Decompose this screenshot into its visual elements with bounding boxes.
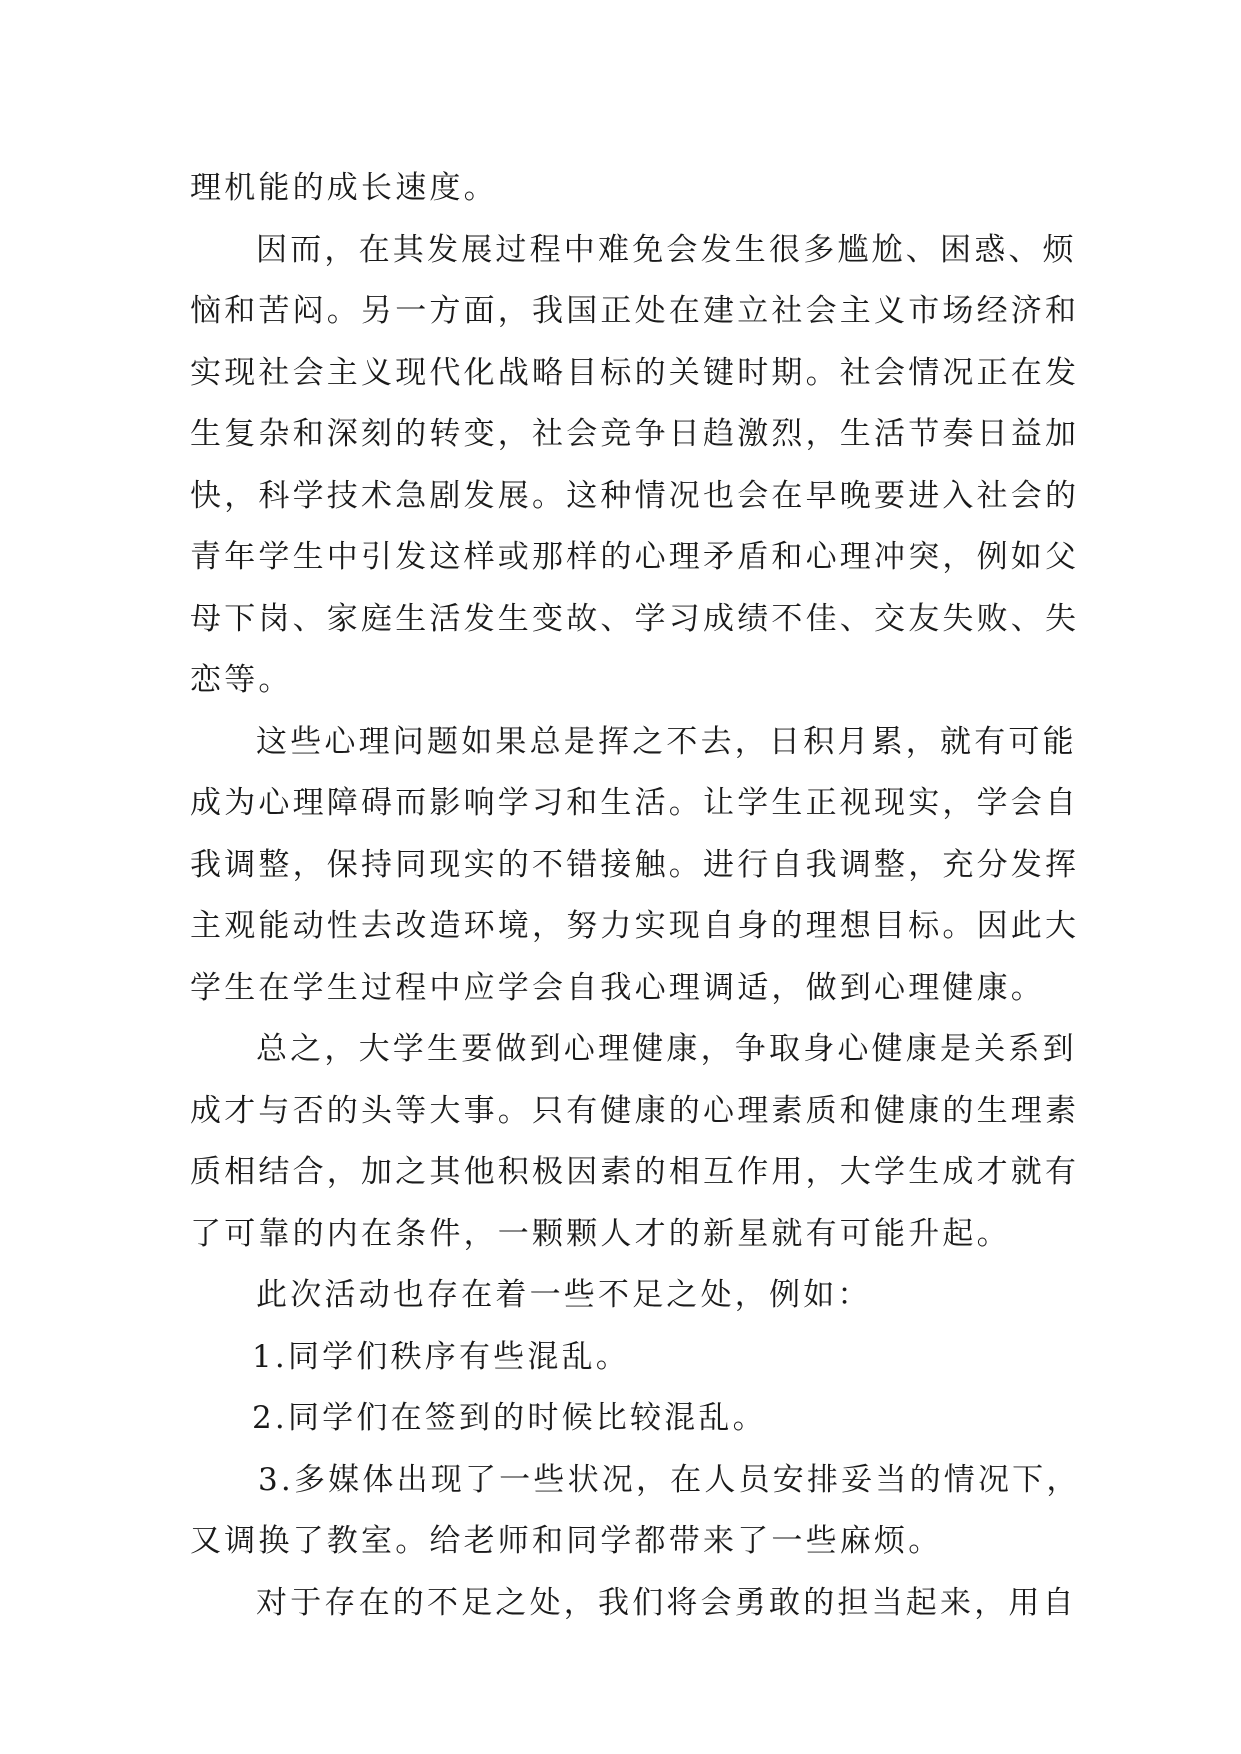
text-line: 母下岗、家庭生活发生变故、学习成绩不佳、交友失败、失 [190,600,1080,637]
text-line: 了可靠的内在条件，一颗颗人才的新星就有可能升起。 [190,1215,1011,1252]
list-item-2: 2.同学们在签到的时候比较混乱。 [252,1400,767,1436]
paragraph-start-line: 此次活动也存在着一些不足之处，例如： [256,1277,872,1313]
text-line: 我调整，保持同现实的不错接触。进行自我调整，充分发挥 [190,846,1080,883]
list-item-3: 3.多媒体出现了一些状况，在人员安排妥当的情况下， [258,1461,1081,1498]
text-line: 恋等。 [190,662,293,698]
text-line: 理机能的成长速度。 [190,170,498,206]
text-line: 学生在学生过程中应学会自我心理调适，做到心理健康。 [190,969,1045,1006]
paragraph-start-line: 这些心理问题如果总是挥之不去，日积月累，就有可能 [256,723,1077,760]
paragraph-start-line: 因而，在其发展过程中难免会发生很多尴尬、困惑、烦 [256,231,1077,268]
text-line: 主观能动性去改造环境，努力实现自身的理想目标。因此大 [190,908,1080,944]
text-line: 成为心理障碍而影响学习和生活。让学生正视现实，学会自 [190,785,1080,821]
text-line: 快，科学技术急剧发展。这种情况也会在早晚要进入社会的 [190,477,1080,514]
text-line: 成才与否的头等大事。只有健康的心理素质和健康的生理素 [190,1092,1080,1129]
text-line: 实现社会主义现代化战略目标的关键时期。社会情况正在发 [190,354,1080,391]
text-line: 质相结合，加之其他积极因素的相互作用，大学生成才就有 [190,1154,1080,1190]
text-line: 青年学生中引发这样或那样的心理矛盾和心理冲突，例如父 [190,539,1080,575]
text-line: 生复杂和深刻的转变，社会竞争日趋激烈，生活节奏日益加 [190,416,1080,452]
text-line: 又调换了教室。给老师和同学都带来了一些麻烦。 [190,1523,943,1559]
text-line: 恼和苦闷。另一方面，我国正处在建立社会主义市场经济和 [190,293,1080,329]
paragraph-start-line: 对于存在的不足之处，我们将会勇敢的担当起来，用自 [256,1584,1077,1621]
paragraph-start-line: 总之，大学生要做到心理健康，争取身心健康是关系到 [256,1031,1077,1067]
list-item-1: 1.同学们秩序有些混乱。 [252,1338,630,1375]
document-body [190,158,1081,1634]
